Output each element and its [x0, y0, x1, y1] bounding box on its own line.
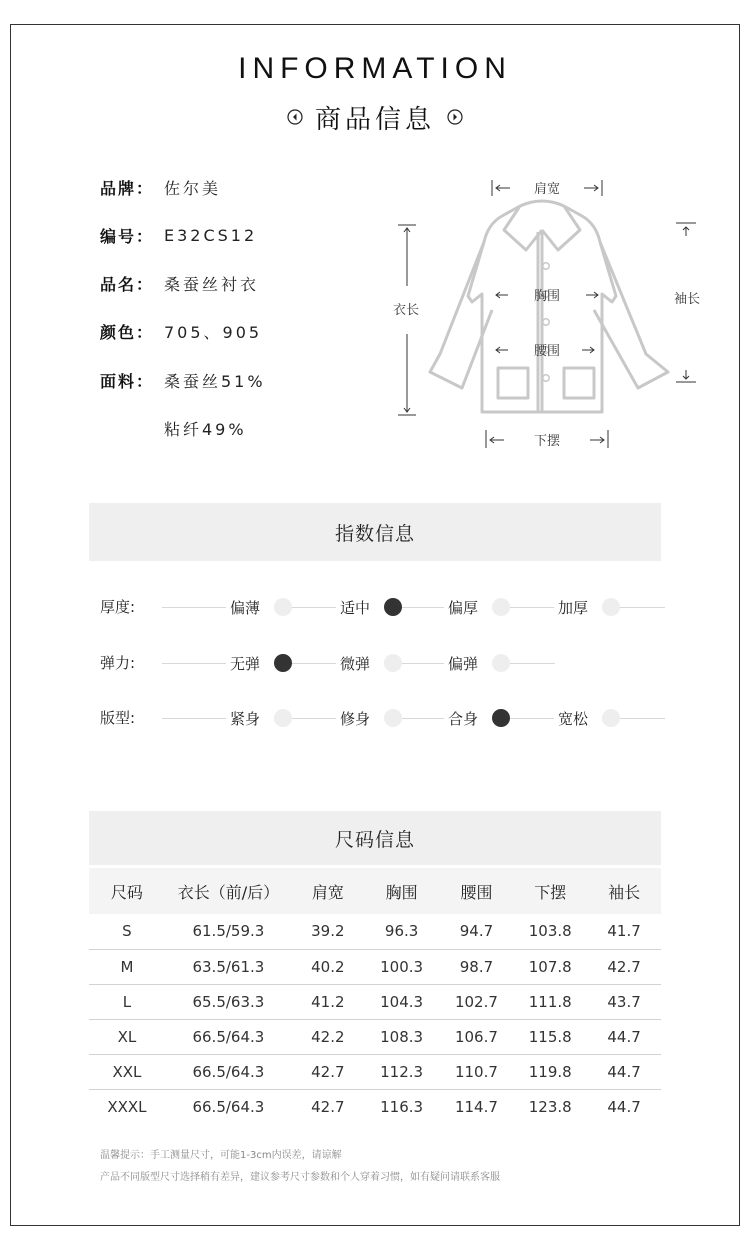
table-cell: 116.3: [380, 1097, 424, 1116]
index-option-label: 无弹: [226, 653, 264, 674]
label-length: 衣长: [392, 303, 420, 318]
info-row-brand: [100, 175, 221, 199]
info-value: 粘纤49%: [164, 419, 247, 439]
table-cell: 107.8: [513, 949, 587, 984]
index-option-label: 合身: [444, 708, 482, 729]
index-option-label: 加厚: [554, 597, 592, 618]
index-dot: [274, 709, 292, 727]
label-chest: 胸围: [533, 289, 561, 304]
index-option: [336, 706, 402, 730]
table-cell: 44.7: [587, 1054, 661, 1089]
table-row: [89, 1089, 661, 1124]
index-option-label: 偏厚: [444, 597, 482, 618]
info-row-fabric-2: [100, 416, 247, 440]
index-row-thickness: [100, 595, 665, 619]
index-dot: [384, 654, 402, 672]
index-option: [336, 595, 402, 619]
index-option-label: 修身: [336, 708, 374, 729]
info-key: 颜色：: [100, 322, 155, 342]
label-waist: 腰围: [533, 344, 561, 359]
size-table-header: 袖长: [587, 868, 661, 914]
index-option-label: 宽松: [554, 708, 592, 729]
table-cell: 94.7: [440, 914, 514, 949]
table-cell: 44.7: [587, 1019, 661, 1054]
index-label: 弹力:: [100, 654, 136, 672]
table-cell: 123.8: [528, 1097, 572, 1116]
index-option: [554, 706, 620, 730]
table-cell: M: [89, 949, 165, 984]
index-dot-selected: [274, 654, 292, 672]
table-cell: 41.7: [587, 914, 661, 949]
info-value: E32CS12: [164, 225, 258, 245]
info-key: 品牌：: [100, 178, 155, 198]
index-option: [336, 651, 402, 675]
index-option: [444, 595, 510, 619]
index-option-label: 紧身: [226, 708, 264, 729]
table-cell: L: [89, 984, 165, 1019]
size-table: [89, 868, 661, 1124]
index-dot: [492, 598, 510, 616]
label-hem: 下摆: [533, 434, 561, 449]
table-row: [89, 984, 661, 1019]
size-table-header: 腰围: [440, 868, 514, 914]
label-shoulder: 肩宽: [533, 182, 561, 197]
table-cell: 41.2: [292, 984, 364, 1019]
info-row-color: [100, 319, 262, 343]
table-cell: XL: [89, 1019, 165, 1054]
table-cell: 96.3: [364, 914, 440, 949]
index-dot-selected: [384, 598, 402, 616]
info-key: 面料：: [100, 371, 155, 391]
table-cell: 102.7: [440, 984, 514, 1019]
index-option-label: 适中: [336, 597, 374, 618]
chevron-right-circle-icon: [447, 109, 463, 125]
table-cell: 66.5/64.3: [165, 1054, 292, 1089]
label-sleeve: 袖长: [673, 292, 701, 307]
info-key: 编号：: [100, 226, 155, 246]
table-cell: XXL: [89, 1054, 165, 1089]
table-cell: 119.8: [513, 1054, 587, 1089]
table-cell: S: [89, 914, 165, 949]
shirt-outline-icon: [380, 172, 720, 462]
table-cell: 39.2: [292, 914, 364, 949]
table-cell: 108.3: [364, 1019, 440, 1054]
table-cell: 44.7: [607, 1097, 641, 1116]
table-row: [89, 914, 661, 949]
table-row: [89, 1054, 661, 1089]
index-option-label: 偏弹: [444, 653, 482, 674]
table-cell: 42.7: [292, 1054, 364, 1089]
size-table-header: 下摆: [513, 868, 587, 914]
index-option: [444, 651, 510, 675]
size-table-header-row: [89, 868, 661, 914]
table-cell: 111.8: [513, 984, 587, 1019]
title-cn: 商品信息: [314, 104, 435, 135]
index-option: [226, 651, 292, 675]
index-dot: [274, 598, 292, 616]
size-table-body: [89, 914, 661, 1124]
table-cell: 42.7: [587, 949, 661, 984]
table-cell: 66.5/64.3: [192, 1097, 265, 1116]
index-dot: [384, 709, 402, 727]
table-cell: XXXL: [107, 1097, 147, 1116]
index-option: [554, 595, 620, 619]
info-key: 品名：: [100, 274, 155, 294]
size-table-header: 胸围: [364, 868, 440, 914]
table-cell: 63.5/61.3: [165, 949, 292, 984]
info-row-fabric: [100, 368, 266, 392]
table-cell: 106.7: [440, 1019, 514, 1054]
size-table-header: 尺码: [89, 868, 165, 914]
table-row: [89, 949, 661, 984]
table-cell: 110.7: [440, 1054, 514, 1089]
table-cell: 100.3: [364, 949, 440, 984]
index-dot: [492, 654, 510, 672]
index-row-fit: [100, 706, 665, 730]
title-cn-row: [0, 97, 750, 137]
table-cell: 61.5/59.3: [165, 914, 292, 949]
table-row: [89, 1019, 661, 1054]
index-label: 厚度:: [100, 598, 136, 616]
index-dot-selected: [492, 709, 510, 727]
info-row-code: [100, 223, 257, 247]
table-cell: 43.7: [587, 984, 661, 1019]
index-row-elasticity: [100, 651, 665, 675]
table-cell: 114.7: [454, 1097, 498, 1116]
size-table-header: 衣长（前/后）: [165, 868, 292, 914]
index-section-header: 指数信息: [89, 503, 661, 561]
index-option-label: 偏薄: [226, 597, 264, 618]
table-cell: 40.2: [292, 949, 364, 984]
table-cell: 98.7: [440, 949, 514, 984]
index-label: 版型:: [100, 709, 136, 727]
table-cell: 112.3: [364, 1054, 440, 1089]
table-cell: 42.7: [311, 1097, 345, 1116]
table-cell: 103.8: [513, 914, 587, 949]
table-cell: 104.3: [364, 984, 440, 1019]
chevron-left-circle-icon: [287, 109, 303, 125]
table-cell: 65.5/63.3: [165, 984, 292, 1019]
table-cell: 42.2: [292, 1019, 364, 1054]
index-dot: [602, 598, 620, 616]
table-cell: 66.5/64.3: [165, 1019, 292, 1054]
title-en: INFORMATION: [238, 52, 512, 85]
info-value: 705、905: [164, 322, 263, 342]
garment-diagram: [380, 172, 720, 462]
info-row-name: [100, 271, 259, 295]
size-section-header: 尺码信息: [89, 811, 661, 865]
info-value: 佐尔美: [164, 178, 222, 198]
size-table-header: 肩宽: [292, 868, 364, 914]
index-option: [226, 595, 292, 619]
table-cell: 115.8: [513, 1019, 587, 1054]
note-fit-advice: 产品不同版型尺寸选择稍有差异，建议参考尺寸参数和个人穿着习惯，如有疑问请联系客服: [100, 1172, 500, 1183]
info-value: 桑蚕丝衬衣: [164, 274, 260, 294]
note-measurement: 温馨提示：手工测量尺寸，可能1-3cm内误差，请谅解: [100, 1150, 342, 1161]
index-option: [444, 706, 510, 730]
index-option-label: 微弹: [336, 653, 374, 674]
info-value: 桑蚕丝51%: [164, 371, 266, 391]
index-option: [226, 706, 292, 730]
index-dot: [602, 709, 620, 727]
